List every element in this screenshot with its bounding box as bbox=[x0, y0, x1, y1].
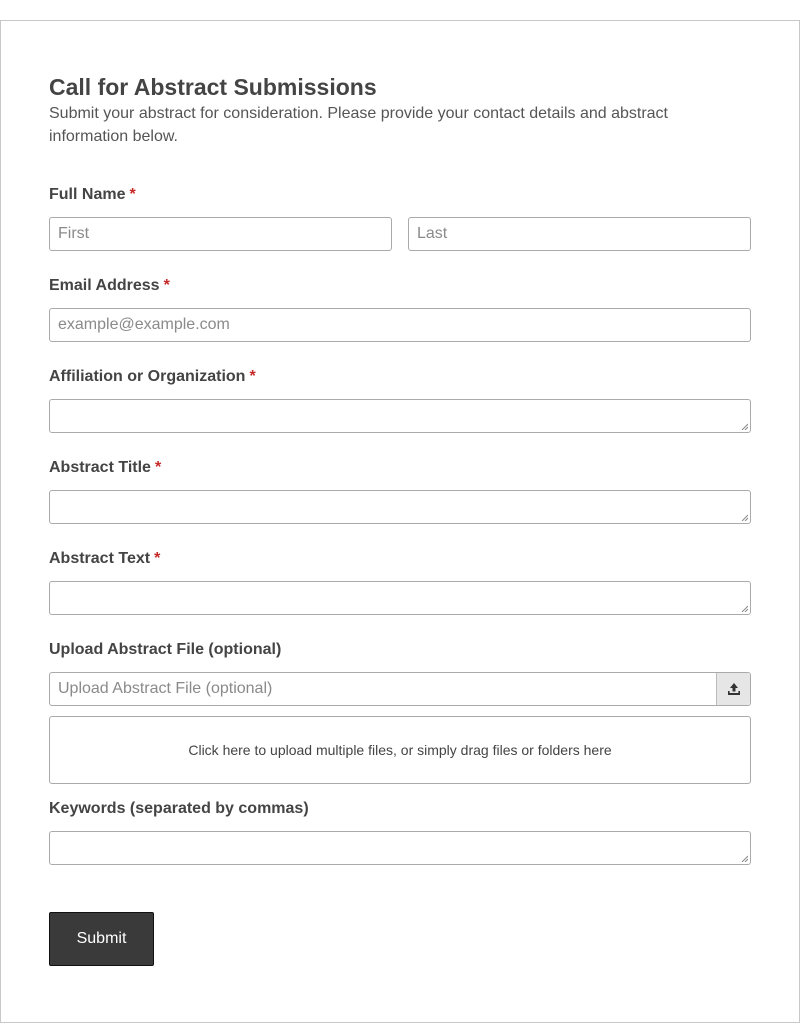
affiliation-label bbox=[49, 367, 751, 387]
upload-icon bbox=[727, 682, 741, 696]
abstract-text-group bbox=[49, 549, 751, 569]
form-container bbox=[0, 20, 800, 1023]
keywords-label-text: Keywords (separated by commas) bbox=[49, 800, 309, 817]
affiliation-textarea[interactable] bbox=[49, 399, 751, 433]
required-marker: * bbox=[129, 186, 136, 203]
keywords-label bbox=[49, 799, 751, 819]
upload-button[interactable] bbox=[716, 673, 750, 705]
keywords-textarea[interactable] bbox=[49, 831, 751, 865]
upload-label bbox=[49, 640, 751, 660]
affiliation-group bbox=[49, 367, 751, 387]
full-name-label bbox=[49, 185, 751, 205]
resize-handle-icon[interactable] bbox=[741, 514, 748, 521]
full-name-label-text: Full Name bbox=[49, 186, 126, 203]
abstract-title-group bbox=[49, 458, 751, 478]
resize-handle-icon[interactable] bbox=[741, 855, 748, 862]
abstract-text-label bbox=[49, 549, 751, 569]
form-title: Call for Abstract Submissions bbox=[49, 74, 377, 100]
abstract-title-textarea[interactable] bbox=[49, 490, 751, 524]
email-label bbox=[49, 276, 751, 296]
email-input[interactable]: example@example.com bbox=[49, 308, 751, 342]
upload-label-text: Upload Abstract File (optional) bbox=[49, 641, 282, 658]
last-name-input[interactable]: Last bbox=[408, 217, 751, 251]
abstract-title-label bbox=[49, 458, 751, 478]
resize-handle-icon[interactable] bbox=[741, 605, 748, 612]
abstract-submission-form bbox=[49, 73, 751, 947]
required-marker: * bbox=[163, 277, 170, 294]
dropzone-text: Click here to upload multiple files, or simply drag files or folders here bbox=[188, 742, 612, 758]
upload-file-input[interactable] bbox=[49, 672, 751, 706]
first-name-input[interactable]: First bbox=[49, 217, 392, 251]
abstract-text-textarea[interactable] bbox=[49, 581, 751, 615]
abstract-title-label-text: Abstract Title bbox=[49, 459, 151, 476]
resize-handle-icon[interactable] bbox=[741, 423, 748, 430]
upload-group bbox=[49, 640, 751, 758]
submit-button[interactable]: Submit bbox=[49, 912, 154, 966]
keywords-group bbox=[49, 799, 751, 819]
required-marker: * bbox=[249, 368, 256, 385]
required-marker: * bbox=[154, 459, 162, 476]
affiliation-label-text: Affiliation or Organization bbox=[49, 368, 246, 385]
email-group bbox=[49, 276, 751, 333]
upload-placeholder: Upload Abstract File (optional) bbox=[58, 680, 273, 697]
full-name-group bbox=[49, 185, 751, 242]
email-label-text: Email Address bbox=[49, 277, 160, 294]
abstract-text-label-text: Abstract Text bbox=[49, 550, 151, 567]
form-description: Submit your abstract for consideration. Please provide your contact details and abstract information below. bbox=[49, 105, 668, 145]
file-dropzone[interactable] bbox=[49, 716, 751, 784]
required-marker: * bbox=[154, 550, 161, 567]
